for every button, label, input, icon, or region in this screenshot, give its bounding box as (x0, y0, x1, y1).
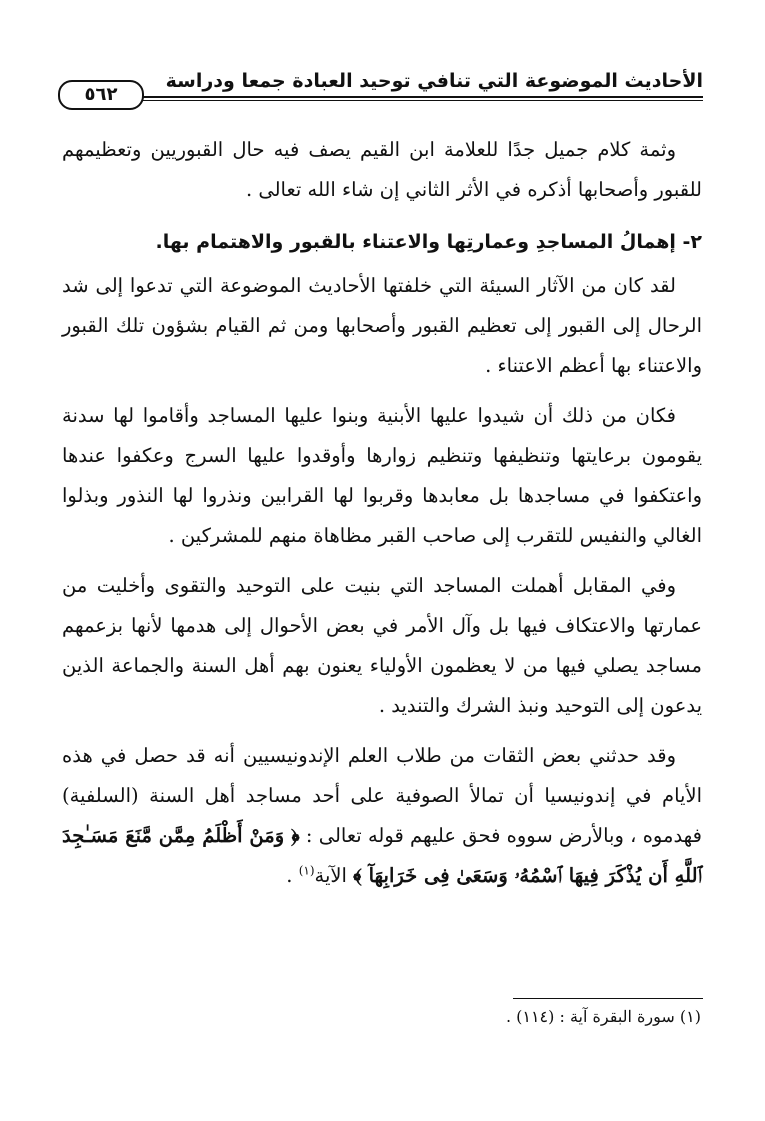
paragraph-5-text: وقد حدثني بعض الثقات من طلاب العلم الإندونيسيين أنه قد حصل في هذه الأيام في إندونيسيا أن تمالأ الصوفية على أحد مساجد أهل السنة (السلفية) فهدموه ، وبالأرض سووه فحق عليهم قوله تعالى : (62, 744, 702, 847)
paragraph-5 (62, 736, 702, 896)
footnote-divider (513, 998, 703, 999)
section-heading: ٢- إهمالُ المساجدِ وعمارتِها والاعتناء بالقبور والاهتمام بها. (155, 231, 702, 253)
main-text (62, 130, 702, 906)
header-rule-thin (118, 100, 703, 101)
verse-tail: الآية (314, 864, 347, 887)
page-number: ٥٦٢ (58, 80, 144, 110)
footnote-reference[interactable]: (١) (298, 863, 315, 878)
paragraph-2: لقد كان من الآثار السيئة التي خلفتها الأحاديث الموضوعة التي تدعوا إلى شد الرحال إلى القبور إلى تعظيم القبور وأصحابها ومن ثم القيام بشؤون تلك القبور والاعتناء بها أعظم الاعتناء . (62, 274, 702, 377)
page-header (58, 66, 703, 108)
header-rule-thick (118, 96, 703, 98)
paragraph-1: وثمة كلام جميل جدًا للعلامة ابن القيم يصف فيه حال القبوريين وتعظيمهم للقبور وأصحابها أذكره في الأثر الثاني إن شاء الله تعالى . (62, 138, 702, 201)
paragraph-5-end: . (286, 864, 299, 887)
paragraph-3: فكان من ذلك أن شيدوا عليها الأبنية وبنوا عليها المساجد وأقاموا لها سدنة يقومون برعايتها وتنظيفها وتنظيم زوارها وأوقدوا عليها السرج وعكفوا عندها واعتكفوا في مساجدها بل معابدها وقربوا لها القرابين ونذروا لها النذور وبذلوا الغالي والنفيس للتقرب إلى صاحب القبر مظاهاة منهم للمشركين . (62, 404, 702, 547)
quran-verse: ﴿ وَمَنْ أَظْلَمُ مِمَّن مَّنَعَ مَسَـٰجِدَ ٱللَّهِ أَن يُذْكَرَ فِيهَا ٱسْمُهُۥ وَسَعَىٰ فِى خَرَابِهَآ ﴾ (62, 824, 702, 887)
paragraph-4: وفي المقابل أهملت المساجد التي بنيت على التوحيد والتقوى وأخليت من عمارتها والاعتكاف فيها بل وآل الأمر في بعض الأحوال إلى هدمها لأنها بزعمهم مساجد يصلي فيها من لا يعظمون الأولياء يعنون بهم أهل السنة والجماعة الذين يدعون إلى التوحيد ونبذ الشرك والتنديد . (62, 574, 702, 717)
footnote-1: (١) سورة البقرة آية : (١١٤) . (505, 1007, 701, 1026)
running-title: الأحاديث الموضوعة التي تنافي توحيد العبادة جمعا ودراسة (165, 70, 703, 92)
